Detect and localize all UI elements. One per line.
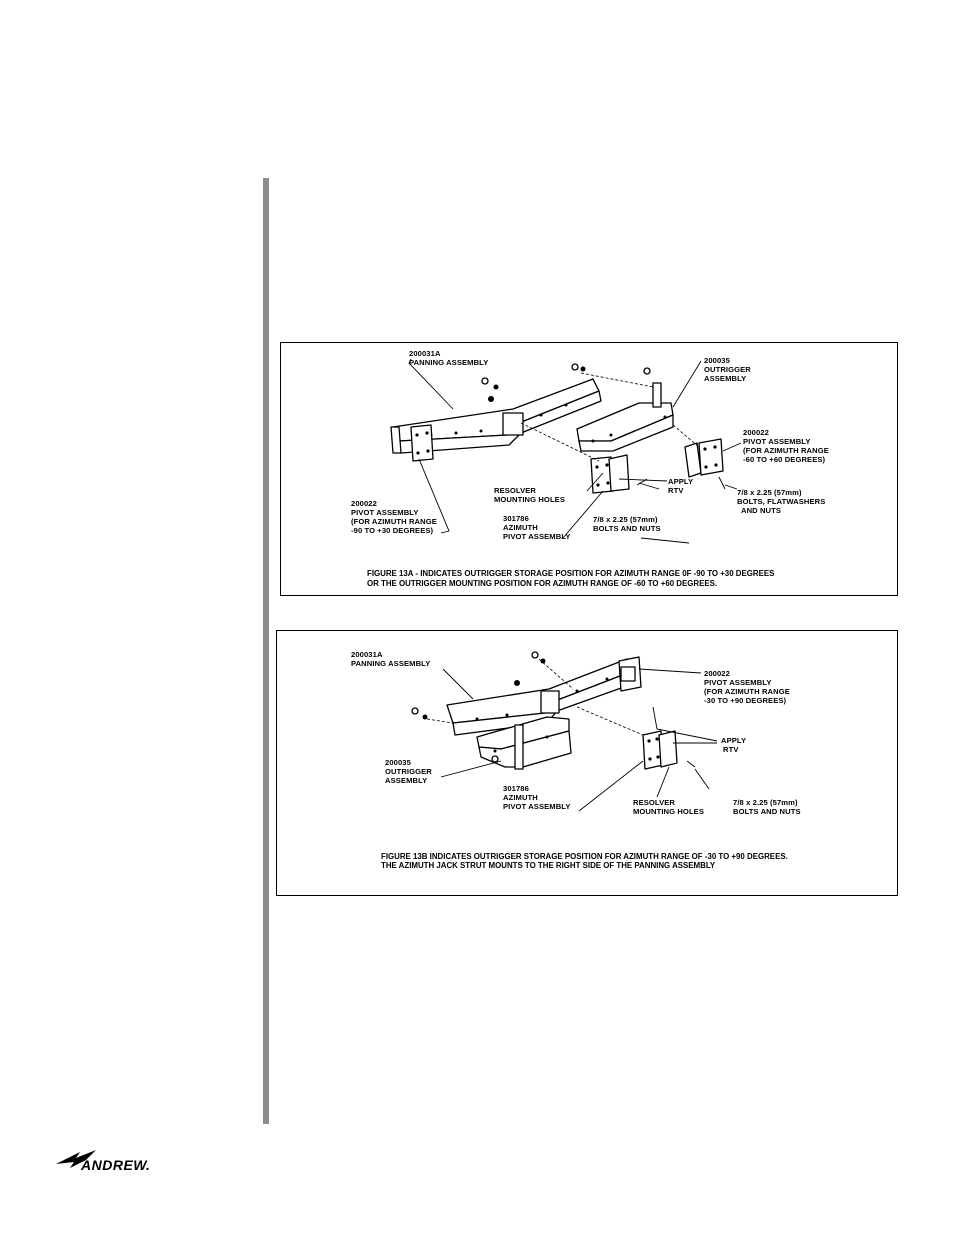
azimuth-pivot-drawing [643,731,677,769]
label-azimuth-2: PIVOT ASSEMBLY [503,802,571,811]
label-pivot-3: -30 TO +90 DEGREES) [704,696,787,705]
label-outrigger-2: ASSEMBLY [385,776,428,785]
andrew-logo-text: ANDREW. [81,1157,151,1173]
label-bolts-right-1: 7/8 x 2.25 (57mm) [737,488,802,497]
label-panning-part: 200031A [409,349,441,358]
label-pivot-part: 200022 [704,669,730,678]
figure-13b-caption-line-2: THE AZIMUTH JACK STRUT MOUNTS TO THE RIGHT SIDE OF THE PANNING ASSEMBLY [381,861,716,870]
figure-13a [280,342,898,596]
label-apply-2: RTV [668,486,684,495]
label-bolts-right-3: AND NUTS [741,506,782,515]
figure-13b-drawing [277,631,899,897]
label-pivot-right-1: PIVOT ASSEMBLY [743,437,811,446]
label-bolts-2: BOLTS AND NUTS [733,807,801,816]
label-pivot-left-2: (FOR AZIMUTH RANGE [351,517,437,526]
label-pivot-2: (FOR AZIMUTH RANGE [704,687,790,696]
margin-change-bar [263,178,269,1124]
label-azimuth-1: AZIMUTH [503,523,538,532]
pivot-assembly-right-drawing [685,439,723,477]
label-resolver-1: RESOLVER [494,486,537,495]
label-bolts-1: 7/8 x 2.25 (57mm) [733,798,798,807]
label-apply-2: RTV [723,745,739,754]
pivot-assembly-drawing [619,657,641,691]
figure-13b [276,630,898,896]
label-panning-name: PANNING ASSEMBLY [409,358,489,367]
label-azimuth-2: PIVOT ASSEMBLY [503,532,571,541]
azimuth-pivot-drawing [591,455,629,493]
label-pivot-left-3: -90 TO +30 DEGREES) [351,526,434,535]
label-panning-name: PANNING ASSEMBLY [351,659,431,668]
label-apply-1: APPLY [668,477,694,486]
label-apply-1: APPLY [721,736,747,745]
label-azimuth-part: 301786 [503,784,529,793]
label-pivot-left-1: PIVOT ASSEMBLY [351,508,419,517]
label-pivot-right-3: -60 TO +60 DEGREES) [743,455,826,464]
label-resolver-2: MOUNTING HOLES [633,807,705,816]
label-resolver-2: MOUNTING HOLES [494,495,566,504]
label-pivot-right-2: (FOR AZIMUTH RANGE [743,446,829,455]
figure-13b-caption-line-1: FIGURE 13B INDICATES OUTRIGGER STORAGE POSITION FOR AZIMUTH RANGE OF -30 TO +90 DEGREES. [381,852,788,861]
label-bolts-bottom-1: 7/8 x 2.25 (57mm) [593,515,658,524]
label-pivot-1: PIVOT ASSEMBLY [704,678,772,687]
label-azimuth-part: 301786 [503,514,529,523]
figure-13a-drawing [281,343,899,597]
label-azimuth-1: AZIMUTH [503,793,538,802]
figure-13a-caption-line-2: OR THE OUTRIGGER MOUNTING POSITION FOR AZIMUTH RANGE OF -60 TO +60 DEGREES. [367,579,718,588]
label-outrigger-name-1: OUTRIGGER [704,365,751,374]
label-pivot-left-part: 200022 [351,499,377,508]
label-panning-part: 200031A [351,650,383,659]
label-bolts-bottom-2: BOLTS AND NUTS [593,524,661,533]
label-outrigger-part: 200035 [385,758,411,767]
label-outrigger-1: OUTRIGGER [385,767,432,776]
label-outrigger-name-2: ASSEMBLY [704,374,747,383]
label-outrigger-part: 200035 [704,356,730,365]
pivot-assembly-left-drawing [411,425,433,461]
figure-13a-caption-line-1: FIGURE 13A - INDICATES OUTRIGGER STORAGE POSITION FOR AZIMUTH RANGE 0F -90 TO +30 DEGREES [367,569,775,578]
label-resolver-1: RESOLVER [633,798,676,807]
label-bolts-right-2: BOLTS, FLATWASHERS [737,497,826,506]
label-pivot-right-part: 200022 [743,428,769,437]
